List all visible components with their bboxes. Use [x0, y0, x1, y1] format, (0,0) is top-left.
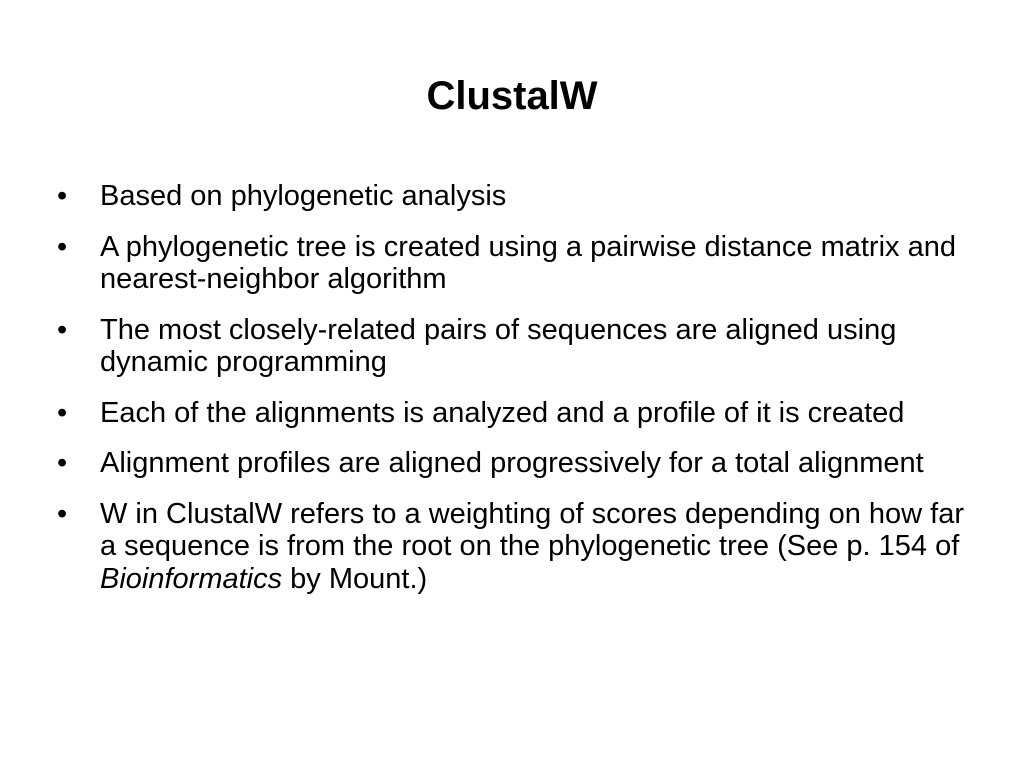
bullet-item — [57, 397, 967, 430]
bullet-icon: • — [57, 180, 68, 212]
bullet-text-end: by Mount.) — [282, 562, 428, 595]
bullet-text: Alignment profiles are aligned progressively for a total alignment — [100, 447, 924, 479]
bullet-item — [57, 447, 967, 480]
bullet-item — [57, 498, 967, 596]
bullet-icon: • — [57, 447, 68, 479]
bullet-text-start: W in ClustalW refers to a weighting of scores depending on how far a sequence is from the root on the phylogenetic tree (See p. 154 of — [100, 497, 964, 562]
bullet-icon: • — [57, 497, 68, 530]
bullet-text: A phylogenetic tree is created using a pairwise distance matrix and nearest-neighbor algorithm — [100, 230, 956, 295]
bullet-icon: • — [57, 396, 68, 429]
slide-title: ClustalW — [426, 74, 598, 118]
bullet-item — [57, 231, 967, 296]
bullet-text — [100, 498, 967, 596]
bullet-text: Each of the alignments is analyzed and a profile of it is created — [100, 396, 905, 429]
bullet-text: Based on phylogenetic analysis — [100, 180, 507, 212]
bullet-item — [57, 314, 967, 379]
book-title: Bioinformatics — [100, 562, 283, 595]
bullet-icon: • — [57, 313, 68, 346]
bullet-icon: • — [57, 230, 68, 263]
bullet-item — [57, 180, 967, 213]
bullet-text: The most closely-related pairs of sequences are aligned using dynamic programming — [100, 313, 897, 378]
bullet-list — [57, 180, 967, 613]
